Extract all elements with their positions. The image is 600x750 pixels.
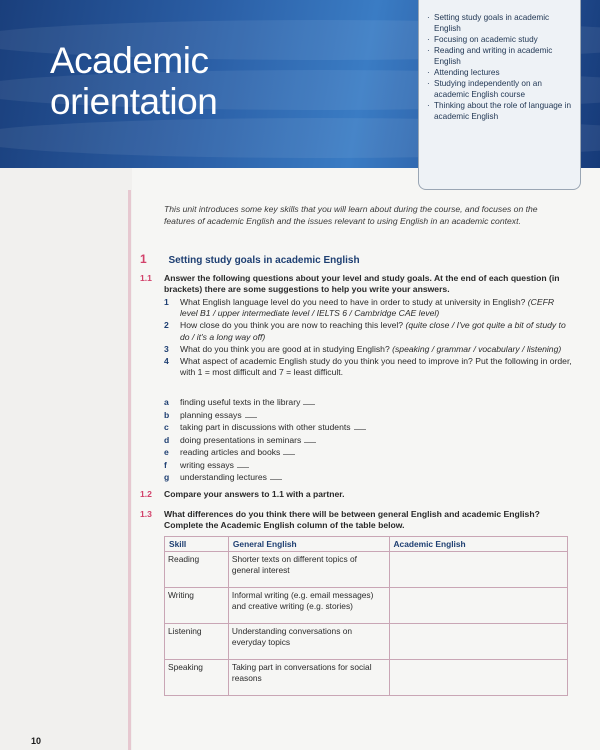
general-english-cell: Informal writing (e.g. email messages) and creative writing (e.g. stories) — [228, 588, 389, 624]
answer-blank[interactable] — [237, 461, 249, 468]
question-item: 3 What do you think you are good at in studying English? (speaking / grammar / vocabulary / listening) — [164, 343, 562, 354]
answer-blank[interactable] — [245, 411, 257, 418]
section-heading — [140, 250, 560, 268]
ranking-list — [164, 396, 464, 484]
margin-rule — [128, 190, 131, 750]
academic-english-cell[interactable] — [389, 588, 568, 624]
skills-table — [164, 536, 568, 696]
task-1-1 — [140, 273, 570, 295]
ranking-item: g understanding lectures — [164, 471, 464, 484]
task-instruction: What differences do you think there will be between general English and academic English? Complete the Academic English column of the table below. — [164, 509, 540, 530]
task-number: 1.3 — [140, 509, 152, 519]
skill-cell: Speaking — [165, 660, 229, 696]
skill-cell: Writing — [165, 588, 229, 624]
task-number: 1.1 — [140, 273, 152, 283]
outline-item: · Attending lectures — [427, 67, 572, 78]
section-number: 1 — [140, 252, 147, 266]
question-item: 4 What aspect of academic English study do you think you need to improve in? Put the following in order, with 1 = most difficult and 7 = least difficult. — [164, 356, 572, 378]
academic-english-cell[interactable] — [389, 660, 568, 696]
question-item: 2 How close do you think you are now to reaching this level? (quite close / I've got quite a bit of study to do / it's a long way off) — [164, 320, 566, 342]
task-instruction: Compare your answers to 1.1 with a partner. — [164, 489, 345, 499]
general-english-cell: Understanding conversations on everyday topics — [228, 624, 389, 660]
answer-blank[interactable] — [283, 448, 295, 455]
table-row — [165, 588, 568, 624]
outline-item: · Studying independently on an academic English course — [427, 78, 572, 100]
academic-english-cell[interactable] — [389, 624, 568, 660]
answer-blank[interactable] — [354, 423, 366, 430]
outline-item: · Thinking about the role of language in academic English — [427, 100, 572, 122]
ranking-item: b planning essays — [164, 409, 464, 422]
table-header-row — [165, 537, 568, 552]
page-number: 10 — [31, 736, 42, 746]
ranking-item: d doing presentations in seminars — [164, 434, 464, 447]
outline-item: · Focusing on academic study — [427, 34, 572, 45]
task-1-2 — [140, 489, 570, 500]
left-margin — [0, 168, 132, 750]
unit-title — [50, 40, 310, 122]
task-number: 1.2 — [140, 489, 152, 499]
skill-cell: Listening — [165, 624, 229, 660]
question-list — [164, 297, 574, 379]
answer-blank[interactable] — [304, 436, 316, 443]
general-english-cell: Taking part in conversations for social reasons — [228, 660, 389, 696]
table-row — [165, 552, 568, 588]
ranking-item: f writing essays — [164, 459, 464, 472]
outline-item: · Setting study goals in academic English — [427, 12, 572, 34]
academic-english-cell[interactable] — [389, 552, 568, 588]
ranking-item: e reading articles and books — [164, 446, 464, 459]
table-row — [165, 624, 568, 660]
task-instruction: Answer the following questions about your level and study goals. At the end of each question (in brackets) there are some suggestions to help you write your answers. — [164, 273, 560, 294]
section-title: Setting study goals in academic English — [168, 255, 360, 266]
column-header: General English — [228, 537, 389, 552]
column-header: Skill — [165, 537, 229, 552]
unit-outline-box — [418, 0, 581, 190]
unit-title-line2: orientation — [50, 81, 218, 122]
skill-cell: Reading — [165, 552, 229, 588]
column-header: Academic English — [389, 537, 568, 552]
answer-blank[interactable] — [303, 398, 315, 405]
ranking-item: a finding useful texts in the library — [164, 396, 464, 409]
unit-title-line1: Academic — [50, 40, 209, 81]
outline-item: · Reading and writing in academic English — [427, 45, 572, 67]
unit-intro: This unit introduces some key skills that you will learn about during the course, and focuses on the features of academic English and the issues relevant to using English in an academic context. — [164, 204, 538, 226]
general-english-cell: Shorter texts on different topics of general interest — [228, 552, 389, 588]
table-row — [165, 660, 568, 696]
ranking-item: c taking part in discussions with other students — [164, 421, 464, 434]
answer-blank[interactable] — [270, 473, 282, 480]
task-1-3 — [140, 509, 570, 531]
question-item: 1 What English language level do you need to have in order to study at university in English? (CEFR level B1 / upper intermediate level / IELTS 6 / Cambridge CAE level) — [164, 297, 555, 319]
